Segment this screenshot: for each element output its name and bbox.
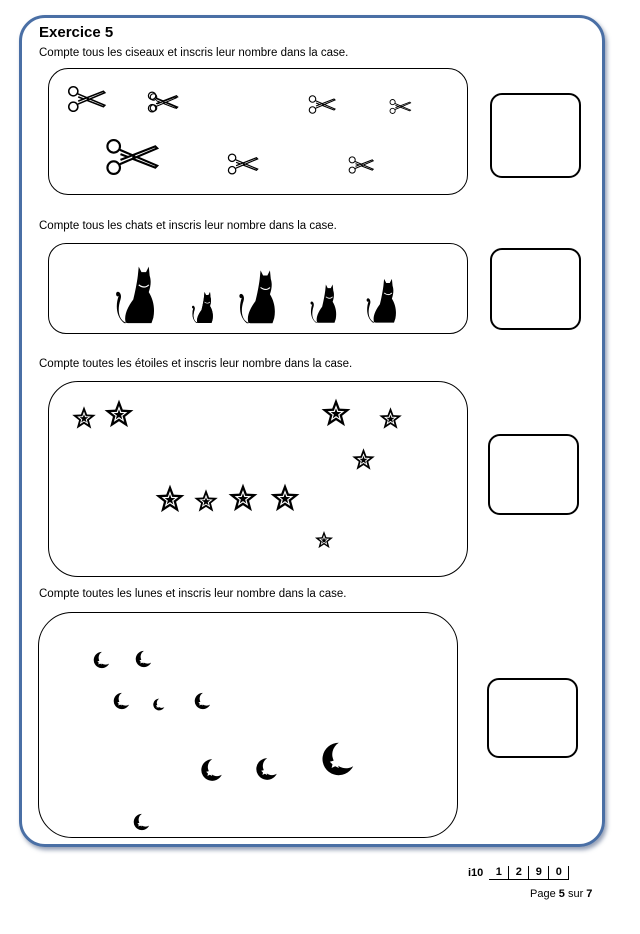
moon-icon	[152, 698, 165, 711]
scissors-icon	[105, 137, 163, 177]
code-digit: 9	[529, 866, 549, 880]
moons-area	[38, 612, 458, 838]
star-icon	[378, 406, 403, 431]
scissors-icon	[389, 98, 413, 115]
moon-icon	[92, 651, 110, 669]
moon-icon	[134, 650, 152, 668]
page-sep: sur	[567, 888, 584, 900]
instruction-stars: Compte toutes les étoiles et inscris leur nombre dans la case.	[39, 358, 353, 370]
code-digit: 0	[549, 866, 569, 880]
star-icon	[193, 488, 219, 514]
exercise-title: Exercice 5	[39, 24, 114, 41]
scissors-icon	[149, 92, 179, 113]
cat-icon	[113, 263, 159, 325]
star-icon	[320, 397, 352, 429]
star-icon	[227, 482, 259, 514]
cat-icon	[308, 282, 340, 324]
stars-answer-box[interactable]	[488, 434, 579, 515]
cat-icon	[190, 290, 216, 324]
star-icon	[103, 398, 135, 430]
code-digit: 1	[489, 866, 509, 880]
moon-icon	[199, 758, 223, 782]
moon-icon	[319, 741, 355, 777]
instruction-scissors: Compte tous les ciseaux et inscris leur nombre dans la case.	[39, 47, 349, 59]
scissors-icon	[348, 155, 376, 175]
scissors-icon	[308, 94, 338, 115]
scissors-icon	[227, 152, 261, 176]
star-icon	[71, 405, 97, 431]
page-number	[530, 888, 592, 900]
moon-icon	[254, 757, 278, 781]
instruction-cats: Compte tous les chats et inscris leur nombre dans la case.	[39, 220, 337, 232]
moon-icon	[132, 813, 150, 831]
page-word: Page	[530, 888, 556, 900]
cat-icon	[363, 276, 401, 324]
instruction-moons: Compte toutes les lunes et inscris leur nombre dans la case.	[39, 588, 347, 600]
scissors-answer-box[interactable]	[490, 93, 581, 178]
star-icon	[154, 483, 186, 515]
star-icon	[351, 447, 376, 472]
code-digit: 2	[509, 866, 529, 880]
code-label: i10	[468, 867, 484, 879]
moon-icon	[112, 692, 130, 710]
page-code	[468, 866, 569, 880]
page-total: 7	[586, 888, 593, 900]
scissors-icon	[67, 84, 109, 114]
star-icon	[269, 482, 301, 514]
moon-icon	[193, 692, 211, 710]
cats-answer-box[interactable]	[490, 248, 581, 330]
page-current: 5	[558, 888, 565, 900]
moons-answer-box[interactable]	[487, 678, 578, 758]
star-icon	[314, 530, 334, 550]
cat-icon	[236, 267, 280, 325]
